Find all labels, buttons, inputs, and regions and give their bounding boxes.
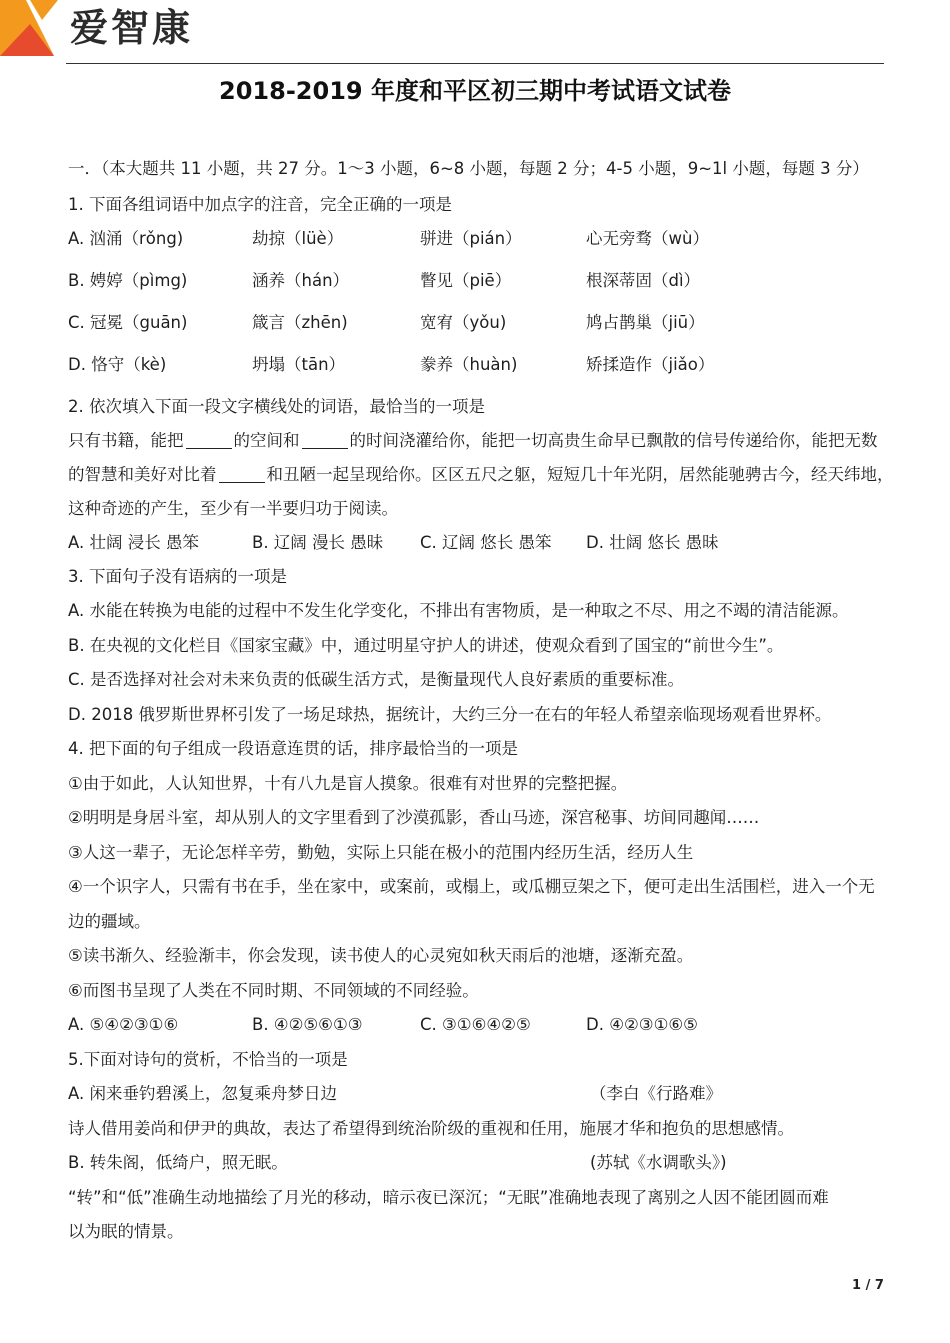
fill-blank [219,464,265,483]
q2-passage-line-3: 这种奇迹的产生，至少有一半要归功于阅读。 [68,499,398,518]
q2-passage-line-2: 的智慧和美好对比着 和丑陋一起呈现给你。区区五尺之躯，短短几十年光阴，居然能驰骋古今，经天纬地， [68,465,894,484]
q4-sentence-5: ⑤读书渐久、经验渐丰，你会发现，读书使人的心灵宛如秋天雨后的池塘，逐渐充盈。 [68,946,694,965]
question-4-stem: 4. 把下面的句子组成一段语意连贯的话，排序最恰当的一项是 [68,739,518,758]
q4-sentence-2: ②明明是身居斗室，却从别人的文字里看到了沙漠孤影，香山马迹，深宫秘事、坊间同趣闻…… [68,808,760,827]
q3-option-d: D. 2018 俄罗斯世界杯引发了一场足球热，据统计，大约三分一在右的年轻人希望亲临现场观看世界杯。 [68,705,832,724]
q5-option-b-analysis-cont: 以为眠的情景。 [68,1222,184,1241]
q4-sentence-4: ④一个识字人，只需有书在手，坐在家中，或案前，或榻上，或瓜棚豆架之下，便可走出生活围栏，进入一个无 [68,877,875,896]
poem-source: （李白《行路难》 [590,1084,722,1103]
q3-option-a: A. 水能在转换为电能的过程中不发生化学变化，不排出有害物质，是一种取之不尽、用之不竭的清洁能源。 [68,601,849,620]
q4-sentence-4-cont: 边的疆域。 [68,912,151,931]
q3-option-b: B. 在央视的文化栏目《国家宝藏》中，通过明星守护人的讲述，使观众看到了国宝的“前世今生”。 [68,636,784,655]
section-header: 一．（本大题共 11 小题，共 27 分。1～3 小题，6~8 小题，每题 2 分；4-5 小题，9~1l 小题，每题 3 分） [68,159,869,178]
q4-sentence-1: ①由于如此，人认知世界，十有八九是盲人摸象。很难有对世界的完整把握。 [68,774,628,793]
header-divider [66,63,884,64]
question-1-stem: 1. 下面各组词语中加点字的注音，完全正确的一项是 [68,195,452,214]
page-number: 1 / 7 [852,1278,884,1293]
fill-blank [302,430,348,449]
q5-option-b-analysis: “转”和“低”准确生动地描绘了月光的移动，暗示夜已深沉；“无眠”准确地表现了离别之人因不能团圆而难 [68,1188,829,1207]
poem-source: (苏轼《水调歌头》) [590,1153,727,1172]
q3-option-c: C. 是否选择对社会对未来负责的低碳生活方式，是衡量现代人良好素质的重要标准。 [68,670,685,689]
logo-mark-icon [0,0,62,58]
question-5-stem: 5.下面对诗句的赏析，不恰当的一项是 [68,1050,348,1069]
q4-sentence-3: ③人这一辈子，无论怎样辛劳，勤勉，实际上只能在极小的范围内经历生活，经历人生 [68,843,694,862]
fill-blank [186,430,232,449]
document-title: 2018-2019 年度和平区初三期中考试语文试卷 [219,77,731,105]
logo-text: 爱智康 [70,6,194,50]
brand-logo [0,0,230,58]
question-2-stem: 2. 依次填入下面一段文字横线处的词语，最恰当的一项是 [68,397,485,416]
q5-option-a-analysis: 诗人借用姜尚和伊尹的典故，表达了希望得到统治阶级的重视和任用，施展才华和抱负的思想感情。 [68,1119,794,1138]
question-3-stem: 3. 下面句子没有语病的一项是 [68,567,287,586]
q2-passage-line-1: 只有书籍，能把 的空间和 的时间浇灌给你，能把一切高贵生命早已飘散的信号传递给你，能把无数 [68,431,878,450]
q4-sentence-6: ⑥而图书呈现了人类在不同时期、不同领域的不同经验。 [68,981,479,1000]
